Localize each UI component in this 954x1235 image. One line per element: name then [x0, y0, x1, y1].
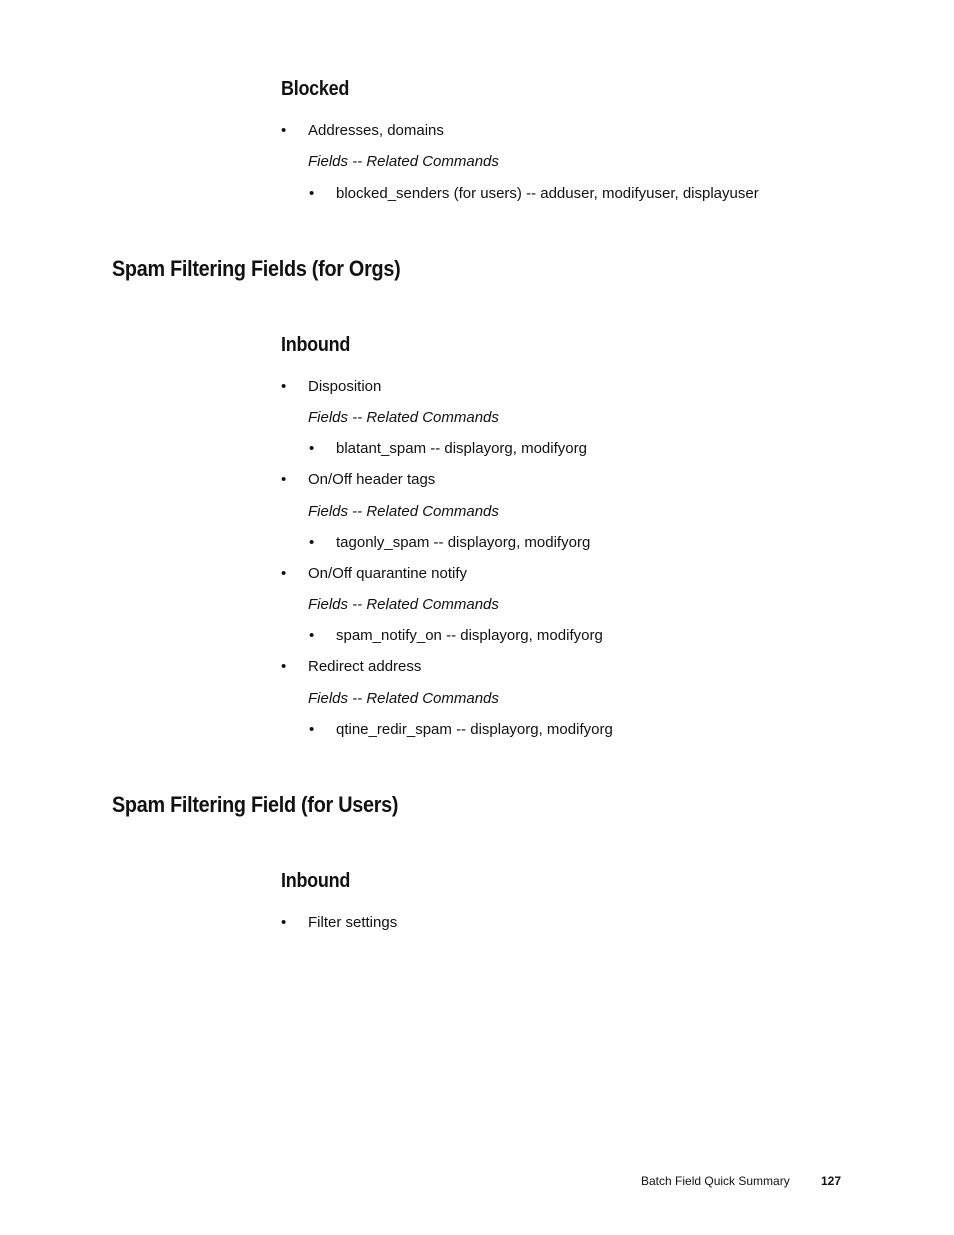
section-heading-blocked: Blocked [281, 78, 350, 100]
bullet: • [281, 471, 287, 488]
bullet: • [281, 914, 287, 931]
list-item: Disposition [308, 378, 382, 395]
list-item: On/Off header tags [308, 471, 436, 488]
list-item: Addresses, domains [308, 122, 444, 139]
sub-bullet: • [309, 627, 315, 644]
sub-list-item: blatant_spam -- displayorg, modifyorg [336, 440, 587, 457]
fields-label: Fields -- Related Commands [308, 690, 499, 707]
footer-title: Batch Field Quick Summary [641, 1174, 790, 1188]
bullet: • [281, 122, 287, 139]
list-item: On/Off quarantine notify [308, 565, 467, 582]
list-item: Filter settings [308, 914, 398, 931]
bullet: • [281, 378, 287, 395]
subsection-heading-inbound-orgs: Inbound [281, 334, 351, 356]
bullet: • [281, 658, 287, 675]
bullet: • [281, 565, 287, 582]
fields-label: Fields -- Related Commands [308, 596, 499, 613]
sub-bullet: • [309, 185, 315, 202]
sub-bullet: • [309, 534, 315, 551]
sub-bullet: • [309, 721, 315, 738]
list-item: Redirect address [308, 658, 422, 675]
page-number: 127 [821, 1174, 842, 1188]
sub-list-item: spam_notify_on -- displayorg, modifyorg [336, 627, 603, 644]
sub-list-item: qtine_redir_spam -- displayorg, modifyorg [336, 721, 613, 738]
section-heading-users: Spam Filtering Field (for Users) [112, 792, 399, 817]
fields-label: Fields -- Related Commands [308, 409, 499, 426]
fields-label: Fields -- Related Commands [308, 153, 499, 170]
sub-list-item: blocked_senders (for users) -- adduser, modifyuser, displayuser [336, 185, 759, 202]
subsection-heading-inbound-users: Inbound [281, 870, 351, 892]
fields-label: Fields -- Related Commands [308, 503, 499, 520]
sub-bullet: • [309, 440, 315, 457]
section-heading-orgs: Spam Filtering Fields (for Orgs) [112, 256, 401, 281]
sub-list-item: tagonly_spam -- displayorg, modifyorg [336, 534, 591, 551]
